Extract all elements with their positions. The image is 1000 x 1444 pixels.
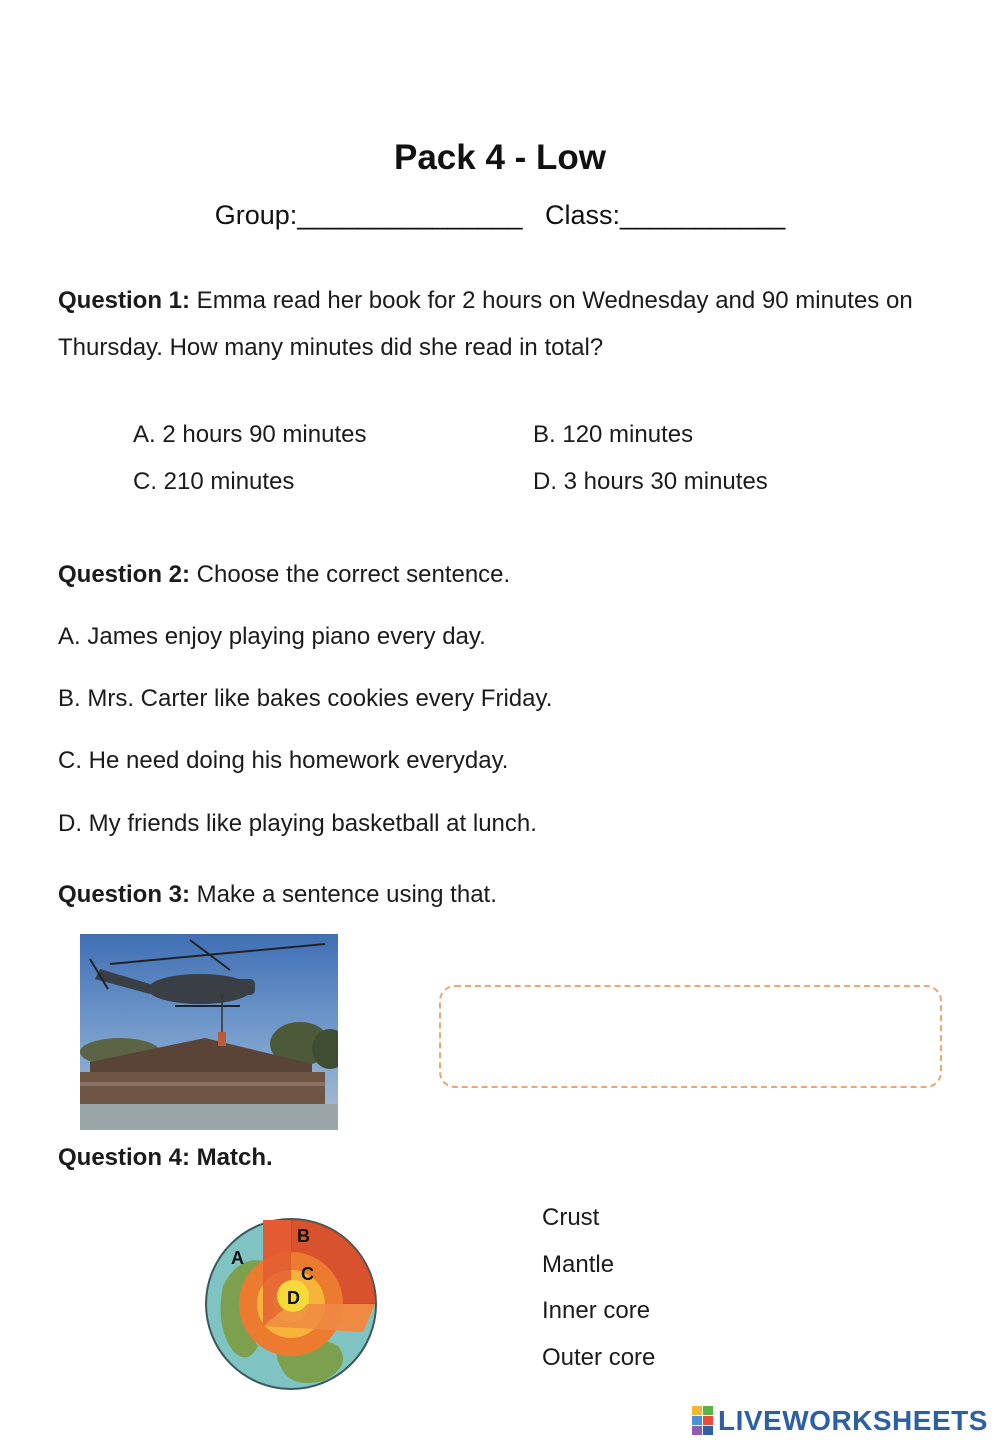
label-d: D: [287, 1288, 300, 1308]
group-class-line: Group:_______________ Class:___________: [214, 200, 786, 230]
q1-option-c[interactable]: C. 210 minutes: [133, 468, 295, 495]
match-item-outer-core[interactable]: Outer core: [542, 1344, 656, 1371]
question-3-label: Question 3:: [58, 881, 191, 908]
q2-option-c[interactable]: C. He need doing his homework everyday.: [58, 747, 509, 774]
label-c: C: [301, 1264, 314, 1284]
question-1-text: Emma read her book for 2 hours on Wednesday and 90 minutes on Thursday. How many minutes did she read in total?: [58, 287, 913, 361]
q1-option-d[interactable]: D. 3 hours 30 minutes: [533, 468, 768, 495]
label-a: A: [231, 1248, 244, 1268]
liveworksheets-logo-text: LIVEWORKSHEETS: [718, 1405, 988, 1436]
question-3: [58, 881, 497, 909]
question-2-label: Question 2:: [58, 561, 191, 588]
question-3-text: Make a sentence using that.: [190, 881, 497, 908]
question-2: [58, 561, 510, 589]
q1-option-b[interactable]: B. 120 minutes: [533, 421, 694, 448]
page-title: Pack 4 - Low: [393, 138, 607, 177]
question-4-label: Question 4: Match.: [58, 1144, 273, 1171]
liveworksheets-logo-icon: [692, 1406, 714, 1436]
helicopter-rescue-image: [80, 934, 338, 1130]
label-b: B: [297, 1226, 310, 1246]
liveworksheets-logo: [692, 1402, 988, 1440]
q2-option-b[interactable]: B. Mrs. Carter like bakes cookies every Friday.: [58, 685, 553, 712]
match-item-crust[interactable]: Crust: [542, 1204, 600, 1231]
question-2-text: Choose the correct sentence.: [190, 561, 511, 588]
q1-option-a[interactable]: A. 2 hours 90 minutes: [133, 421, 367, 448]
q2-option-a[interactable]: A. James enjoy playing piano every day.: [58, 623, 486, 650]
match-item-mantle[interactable]: Mantle: [542, 1251, 615, 1278]
earth-layers-diagram: [203, 1216, 379, 1392]
match-item-inner-core[interactable]: Inner core: [542, 1297, 651, 1324]
question-1: [58, 277, 918, 371]
question-1-label: Question 1:: [58, 287, 191, 314]
answer-input-box[interactable]: [439, 985, 942, 1088]
q2-option-d[interactable]: D. My friends like playing basketball at lunch.: [58, 810, 537, 837]
